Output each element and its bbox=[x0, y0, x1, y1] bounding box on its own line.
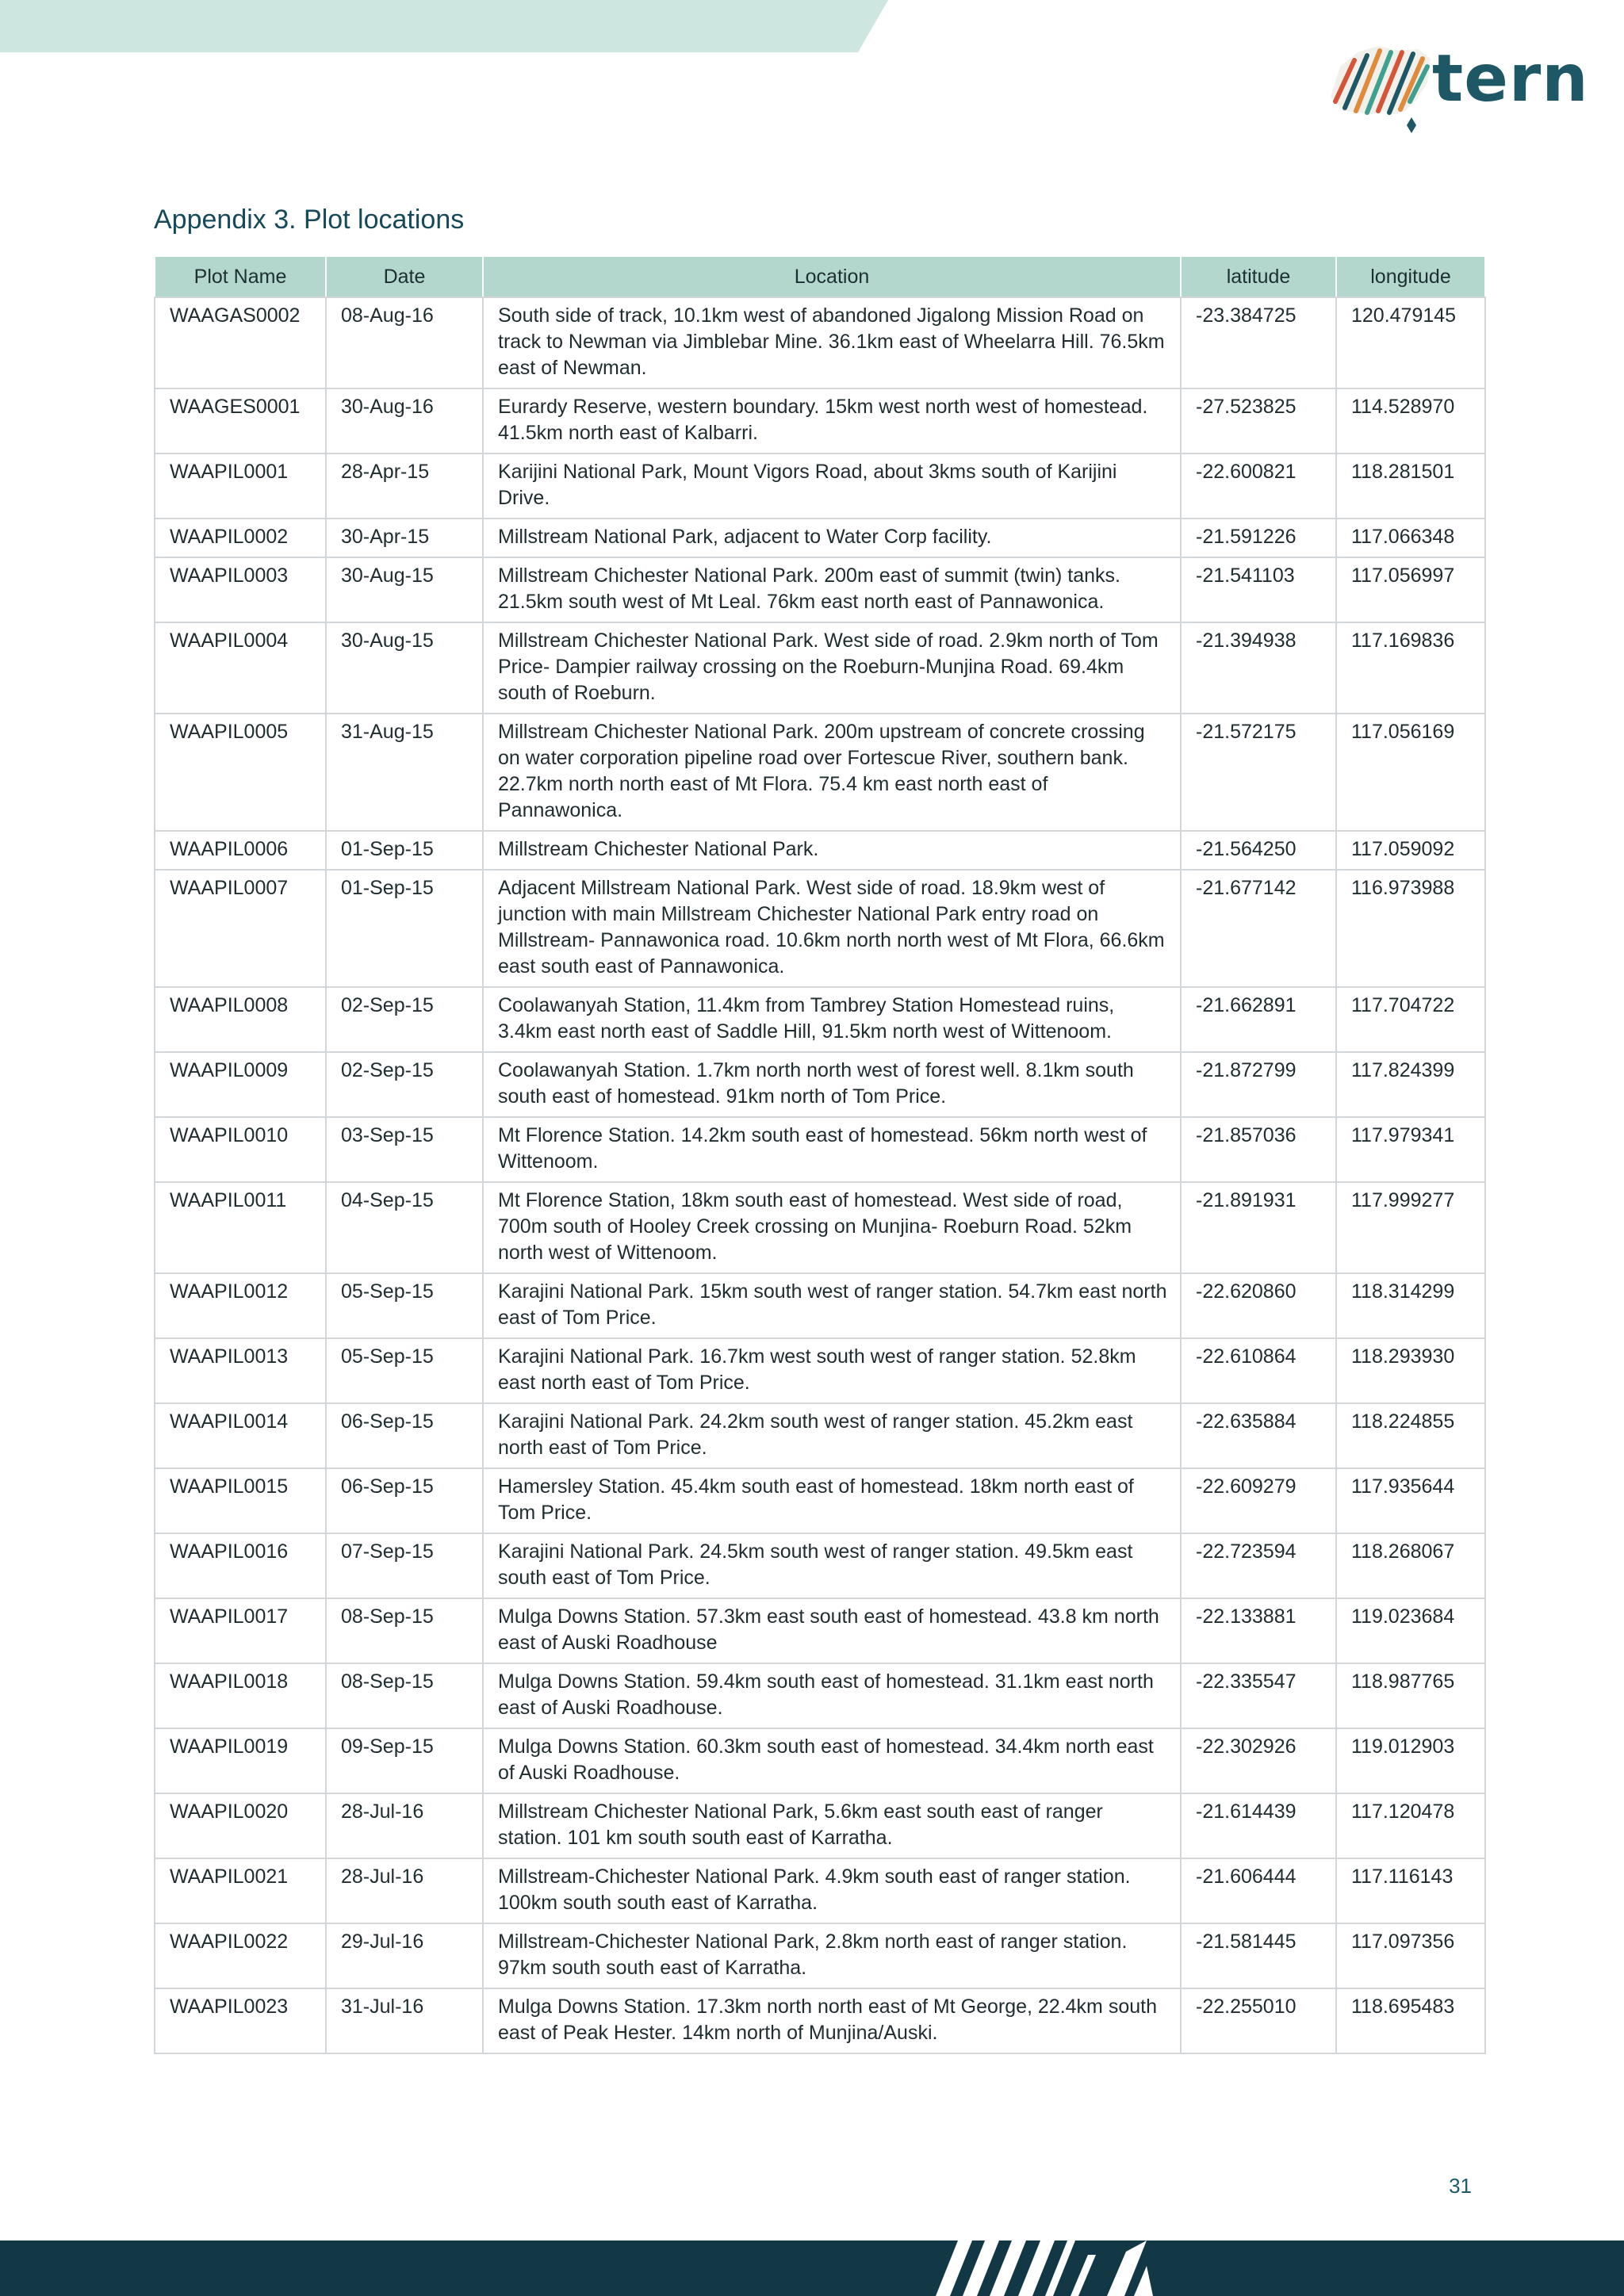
cell-location: Adjacent Millstream National Park. West side of road. 18.9km west of junction with main Millstream Chichester National Park entry road on Millstream- Pannawonica road. 10.6km north north west of Mt Flora, 66.6km east south east of Pannawonica. bbox=[483, 870, 1181, 987]
cell-plot-name: WAAGAS0002 bbox=[155, 297, 326, 388]
cell-location: Millstream National Park, adjacent to Water Corp facility. bbox=[483, 519, 1181, 557]
cell-latitude: -22.723594 bbox=[1181, 1533, 1336, 1598]
table-row bbox=[155, 622, 1485, 714]
cell-location: Mulga Downs Station. 59.4km south east of homestead. 31.1km east north east of Auski Roadhouse. bbox=[483, 1663, 1181, 1728]
cell-date: 28-Jul-16 bbox=[326, 1858, 483, 1923]
cell-longitude: 117.066348 bbox=[1336, 519, 1485, 557]
cell-date: 04-Sep-15 bbox=[326, 1182, 483, 1273]
cell-longitude: 117.824399 bbox=[1336, 1052, 1485, 1117]
cell-latitude: -21.891931 bbox=[1181, 1182, 1336, 1273]
cell-longitude: 118.268067 bbox=[1336, 1533, 1485, 1598]
table-row bbox=[155, 987, 1485, 1052]
cell-latitude: -22.133881 bbox=[1181, 1598, 1336, 1663]
cell-latitude: -22.600821 bbox=[1181, 453, 1336, 519]
cell-location: Karajini National Park. 15km south west of ranger station. 54.7km east north east of Tom Price. bbox=[483, 1273, 1181, 1338]
cell-location: Mulga Downs Station. 57.3km east south east of homestead. 43.8 km north east of Auski Roadhouse bbox=[483, 1598, 1181, 1663]
table-header-row bbox=[155, 256, 1485, 297]
cell-longitude: 118.281501 bbox=[1336, 453, 1485, 519]
cell-plot-name: WAAPIL0001 bbox=[155, 453, 326, 519]
cell-date: 09-Sep-15 bbox=[326, 1728, 483, 1793]
cell-date: 31-Aug-15 bbox=[326, 714, 483, 831]
cell-latitude: -22.609279 bbox=[1181, 1468, 1336, 1533]
cell-plot-name: WAAPIL0018 bbox=[155, 1663, 326, 1728]
cell-date: 28-Apr-15 bbox=[326, 453, 483, 519]
table-row bbox=[155, 388, 1485, 453]
cell-date: 28-Jul-16 bbox=[326, 1793, 483, 1858]
cell-location: South side of track, 10.1km west of abandoned Jigalong Mission Road on track to Newman via Jimblebar Mine. 36.1km east of Wheelarra Hill. 76.5km east of Newman. bbox=[483, 297, 1181, 388]
cell-longitude: 118.314299 bbox=[1336, 1273, 1485, 1338]
cell-plot-name: WAAPIL0009 bbox=[155, 1052, 326, 1117]
cell-plot-name: WAAPIL0016 bbox=[155, 1533, 326, 1598]
cell-location: Mulga Downs Station. 17.3km north north east of Mt George, 22.4km south east of Peak Hester. 14km north of Munjina/Auski. bbox=[483, 1988, 1181, 2053]
cell-plot-name: WAAPIL0021 bbox=[155, 1858, 326, 1923]
cell-plot-name: WAAPIL0005 bbox=[155, 714, 326, 831]
appendix-title: Appendix 3. Plot locations bbox=[154, 205, 465, 235]
cell-longitude: 118.224855 bbox=[1336, 1403, 1485, 1468]
cell-plot-name: WAAPIL0006 bbox=[155, 831, 326, 870]
cell-plot-name: WAAPIL0008 bbox=[155, 987, 326, 1052]
cell-plot-name: WAAPIL0023 bbox=[155, 1988, 326, 2053]
cell-longitude: 119.023684 bbox=[1336, 1598, 1485, 1663]
table-row bbox=[155, 714, 1485, 831]
cell-location: Mulga Downs Station. 60.3km south east of homestead. 34.4km north east of Auski Roadhouse. bbox=[483, 1728, 1181, 1793]
table-row bbox=[155, 1923, 1485, 1988]
cell-latitude: -21.614439 bbox=[1181, 1793, 1336, 1858]
cell-date: 03-Sep-15 bbox=[326, 1117, 483, 1182]
cell-longitude: 120.479145 bbox=[1336, 297, 1485, 388]
table-row bbox=[155, 1052, 1485, 1117]
cell-longitude: 117.056169 bbox=[1336, 714, 1485, 831]
cell-date: 30-Apr-15 bbox=[326, 519, 483, 557]
cell-location: Eurardy Reserve, western boundary. 15km west north west of homestead. 41.5km north east of Kalbarri. bbox=[483, 388, 1181, 453]
header-longitude: longitude bbox=[1336, 256, 1485, 297]
cell-latitude: -21.857036 bbox=[1181, 1117, 1336, 1182]
cell-longitude: 118.293930 bbox=[1336, 1338, 1485, 1403]
cell-latitude: -22.635884 bbox=[1181, 1403, 1336, 1468]
cell-date: 07-Sep-15 bbox=[326, 1533, 483, 1598]
cell-plot-name: WAAPIL0022 bbox=[155, 1923, 326, 1988]
table-row bbox=[155, 557, 1485, 622]
cell-longitude: 119.012903 bbox=[1336, 1728, 1485, 1793]
table-row bbox=[155, 1663, 1485, 1728]
cell-longitude: 117.056997 bbox=[1336, 557, 1485, 622]
table-row bbox=[155, 1728, 1485, 1793]
cell-location: Coolawanyah Station, 11.4km from Tambrey Station Homestead ruins, 3.4km east north east of Saddle Hill, 91.5km north west of Wittenoom. bbox=[483, 987, 1181, 1052]
cell-plot-name: WAAPIL0007 bbox=[155, 870, 326, 987]
cell-longitude: 117.097356 bbox=[1336, 1923, 1485, 1988]
table-row bbox=[155, 453, 1485, 519]
cell-location: Millstream Chichester National Park. 200m upstream of concrete crossing on water corporation pipeline road over Fortescue River, southern bank. 22.7km north north east of Mt Flora. 75.4 km east north east of Pannawonica. bbox=[483, 714, 1181, 831]
tern-logo-text: tern bbox=[1432, 41, 1589, 117]
cell-latitude: -21.581445 bbox=[1181, 1923, 1336, 1988]
header-location: Location bbox=[483, 256, 1181, 297]
cell-date: 08-Aug-16 bbox=[326, 297, 483, 388]
cell-location: Millstream Chichester National Park. West side of road. 2.9km north of Tom Price- Dampier railway crossing on the Roeburn-Munjina Road. 69.4km south of Roeburn. bbox=[483, 622, 1181, 714]
cell-date: 02-Sep-15 bbox=[326, 987, 483, 1052]
cell-latitude: -21.606444 bbox=[1181, 1858, 1336, 1923]
table-row bbox=[155, 1468, 1485, 1533]
cell-location: Karajini National Park. 24.5km south west of ranger station. 49.5km east south east of Tom Price. bbox=[483, 1533, 1181, 1598]
plot-locations-table bbox=[154, 255, 1486, 2054]
cell-date: 30-Aug-15 bbox=[326, 557, 483, 622]
table-row bbox=[155, 1598, 1485, 1663]
table-row bbox=[155, 1403, 1485, 1468]
cell-plot-name: WAAGES0001 bbox=[155, 388, 326, 453]
cell-latitude: -22.302926 bbox=[1181, 1728, 1336, 1793]
cell-plot-name: WAAPIL0002 bbox=[155, 519, 326, 557]
cell-longitude: 114.528970 bbox=[1336, 388, 1485, 453]
cell-latitude: -22.255010 bbox=[1181, 1988, 1336, 2053]
cell-location: Millstream Chichester National Park. bbox=[483, 831, 1181, 870]
cell-date: 30-Aug-16 bbox=[326, 388, 483, 453]
table-row bbox=[155, 1117, 1485, 1182]
table-row bbox=[155, 1988, 1485, 2053]
cell-latitude: -22.335547 bbox=[1181, 1663, 1336, 1728]
cell-location: Mt Florence Station. 14.2km south east of homestead. 56km north west of Wittenoom. bbox=[483, 1117, 1181, 1182]
cell-plot-name: WAAPIL0015 bbox=[155, 1468, 326, 1533]
cell-date: 06-Sep-15 bbox=[326, 1403, 483, 1468]
cell-longitude: 117.120478 bbox=[1336, 1793, 1485, 1858]
cell-longitude: 117.704722 bbox=[1336, 987, 1485, 1052]
cell-plot-name: WAAPIL0019 bbox=[155, 1728, 326, 1793]
cell-date: 06-Sep-15 bbox=[326, 1468, 483, 1533]
cell-date: 01-Sep-15 bbox=[326, 870, 483, 987]
cell-location: Coolawanyah Station. 1.7km north north west of forest well. 8.1km south south east of homestead. 91km north of Tom Price. bbox=[483, 1052, 1181, 1117]
table-row bbox=[155, 831, 1485, 870]
cell-location: Karajini National Park. 24.2km south west of ranger station. 45.2km east north east of Tom Price. bbox=[483, 1403, 1181, 1468]
cell-plot-name: WAAPIL0004 bbox=[155, 622, 326, 714]
cell-plot-name: WAAPIL0010 bbox=[155, 1117, 326, 1182]
page-number: 31 bbox=[1449, 2174, 1472, 2198]
cell-plot-name: WAAPIL0017 bbox=[155, 1598, 326, 1663]
cell-location: Karajini National Park. 16.7km west south west of ranger station. 52.8km east north east of Tom Price. bbox=[483, 1338, 1181, 1403]
cell-latitude: -27.523825 bbox=[1181, 388, 1336, 453]
cell-location: Millstream Chichester National Park, 5.6km east south east of ranger station. 101 km south south east of Karratha. bbox=[483, 1793, 1181, 1858]
top-decorative-band bbox=[0, 0, 888, 52]
cell-longitude: 118.987765 bbox=[1336, 1663, 1485, 1728]
cell-date: 01-Sep-15 bbox=[326, 831, 483, 870]
cell-date: 29-Jul-16 bbox=[326, 1923, 483, 1988]
cell-plot-name: WAAPIL0003 bbox=[155, 557, 326, 622]
cell-latitude: -21.394938 bbox=[1181, 622, 1336, 714]
cell-location: Hamersley Station. 45.4km south east of homestead. 18km north east of Tom Price. bbox=[483, 1468, 1181, 1533]
table-row bbox=[155, 1182, 1485, 1273]
cell-location: Millstream-Chichester National Park, 2.8km north east of ranger station. 97km south south east of Karratha. bbox=[483, 1923, 1181, 1988]
cell-longitude: 117.979341 bbox=[1336, 1117, 1485, 1182]
cell-location: Millstream-Chichester National Park. 4.9km south east of ranger station. 100km south south east of Karratha. bbox=[483, 1858, 1181, 1923]
cell-longitude: 117.116143 bbox=[1336, 1858, 1485, 1923]
table-row bbox=[155, 870, 1485, 987]
table-row bbox=[155, 1793, 1485, 1858]
cell-latitude: -21.872799 bbox=[1181, 1052, 1336, 1117]
cell-latitude: -21.591226 bbox=[1181, 519, 1336, 557]
cell-longitude: 117.059092 bbox=[1336, 831, 1485, 870]
cell-plot-name: WAAPIL0012 bbox=[155, 1273, 326, 1338]
cell-longitude: 118.695483 bbox=[1336, 1988, 1485, 2053]
table-row bbox=[155, 1533, 1485, 1598]
cell-date: 05-Sep-15 bbox=[326, 1273, 483, 1338]
cell-latitude: -22.620860 bbox=[1181, 1273, 1336, 1338]
cell-latitude: -21.677142 bbox=[1181, 870, 1336, 987]
table-body bbox=[155, 297, 1485, 2053]
cell-longitude: 117.935644 bbox=[1336, 1468, 1485, 1533]
cell-plot-name: WAAPIL0011 bbox=[155, 1182, 326, 1273]
cell-longitude: 117.999277 bbox=[1336, 1182, 1485, 1273]
cell-date: 05-Sep-15 bbox=[326, 1338, 483, 1403]
cell-latitude: -23.384725 bbox=[1181, 297, 1336, 388]
cell-date: 08-Sep-15 bbox=[326, 1663, 483, 1728]
cell-date: 08-Sep-15 bbox=[326, 1598, 483, 1663]
cell-latitude: -21.572175 bbox=[1181, 714, 1336, 831]
header-date: Date bbox=[326, 256, 483, 297]
cell-location: Mt Florence Station, 18km south east of homestead. West side of road, 700m south of Hooley Creek crossing on Munjina- Roeburn Road. 52km north west of Wittenoom. bbox=[483, 1182, 1181, 1273]
cell-plot-name: WAAPIL0020 bbox=[155, 1793, 326, 1858]
cell-latitude: -21.564250 bbox=[1181, 831, 1336, 870]
cell-location: Karijini National Park, Mount Vigors Road, about 3kms south of Karijini Drive. bbox=[483, 453, 1181, 519]
table-row bbox=[155, 1273, 1485, 1338]
cell-date: 31-Jul-16 bbox=[326, 1988, 483, 2053]
cell-longitude: 116.973988 bbox=[1336, 870, 1485, 987]
bottom-decorative-band bbox=[0, 2241, 1624, 2296]
header-latitude: latitude bbox=[1181, 256, 1336, 297]
cell-latitude: -21.662891 bbox=[1181, 987, 1336, 1052]
cell-plot-name: WAAPIL0014 bbox=[155, 1403, 326, 1468]
table-row bbox=[155, 297, 1485, 388]
cell-latitude: -21.541103 bbox=[1181, 557, 1336, 622]
table-row bbox=[155, 1338, 1485, 1403]
cell-plot-name: WAAPIL0013 bbox=[155, 1338, 326, 1403]
cell-latitude: -22.610864 bbox=[1181, 1338, 1336, 1403]
table-row bbox=[155, 519, 1485, 557]
cell-date: 30-Aug-15 bbox=[326, 622, 483, 714]
cell-longitude: 117.169836 bbox=[1336, 622, 1485, 714]
cell-date: 02-Sep-15 bbox=[326, 1052, 483, 1117]
header-plot-name: Plot Name bbox=[155, 256, 326, 297]
table-row bbox=[155, 1858, 1485, 1923]
cell-location: Millstream Chichester National Park. 200m east of summit (twin) tanks. 21.5km south west of Mt Leal. 76km east north east of Pannawonica. bbox=[483, 557, 1181, 622]
